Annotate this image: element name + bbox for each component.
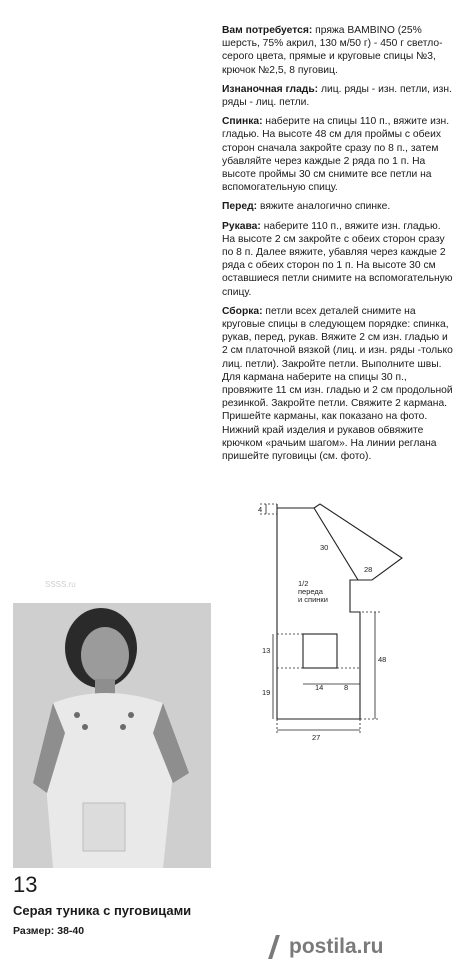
- dim-48-label: 48: [378, 655, 387, 664]
- model-number: 13: [13, 872, 38, 897]
- assembly-text: петли всех деталей снимите на круговые спицы в следующем порядке: спинка, рукав, перед, рукав. Вяжите 2 см изн. гладью и 2 см платочной вязкой (лиц. и изн. ряды -только лиц. петли). Закройте петли. Выполните швы. Для кармана наберите на спицы 30 п., провяжите 11 см изн. гладью и 2 см продольной резинкой. Закройте петли. Свяжите 2 кармана. Пришейте карманы, как показано на фото. Нижний край изделия и рукавов обвяжите крючком «рачьим шагом». На линии реглана пришейте пуговицы (см. фото).: [222, 305, 453, 463]
- front-label: Перед:: [222, 201, 258, 213]
- front-paragraph: [222, 200, 454, 213]
- pattern-schematic: [240, 496, 420, 746]
- dim-14-label: 14: [315, 683, 324, 692]
- purl-stitch-text: лиц. ряды - изн. петли, изн. ряды - лиц. петли.: [222, 83, 452, 109]
- dim-30-label: 30: [320, 543, 329, 552]
- sleeves-paragraph: [222, 220, 454, 299]
- model-photo: [13, 603, 211, 868]
- dim-28-label: 28: [364, 565, 373, 574]
- model-size: Размер: 38-40: [13, 925, 85, 937]
- assembly-label: Сборка:: [222, 305, 263, 317]
- dim-27-label: 27: [312, 733, 321, 742]
- pocket-rect: [303, 634, 337, 668]
- purl-stitch-label: Изнаночная гладь:: [222, 83, 319, 95]
- dim-4-label: 4: [258, 505, 263, 514]
- watermark: [272, 935, 384, 959]
- part-label-line3: и спинки: [298, 595, 328, 604]
- materials-text: пряжа BAMBINO (25% шерсть, 75% акрил, 130 м/50 г) - 450 г светло-серого цвета, прямые и круговые спицы №3, крючок №2,5, 8 пуговиц.: [222, 25, 443, 76]
- back-paragraph: [222, 115, 454, 194]
- dim-13-label: 13: [262, 646, 271, 655]
- front-text: вяжите аналогично спинке.: [257, 201, 391, 213]
- photo-stamp: SSSS.ru: [45, 580, 76, 589]
- part-label-line2: переда: [298, 587, 323, 596]
- part-label-line1: 1/2: [298, 579, 309, 588]
- materials-paragraph: [222, 24, 454, 77]
- back-text: наберите на спицы 110 п., вяжите изн. гладью. На высоте 48 см для проймы с обеих сторон сначала закройте сразу по 8 п., затем убавляйте через каждые 2 ряда по 1 п. На высоте проймы 30 см снимите все петли на вспомогательную спицу.: [222, 116, 450, 194]
- materials-label: Вам потребуется:: [222, 25, 313, 36]
- assembly-paragraph: [222, 305, 454, 463]
- model-photo-illustration: [13, 603, 211, 868]
- instructions-column: [222, 24, 454, 469]
- watermark-text: postila.ru: [289, 935, 384, 958]
- dim-19-label: 19: [262, 688, 271, 697]
- sleeve-outline: [314, 504, 402, 580]
- purl-stitch-paragraph: [222, 83, 454, 109]
- model-title: Серая туника с пуговицами: [13, 903, 192, 918]
- sleeves-label: Рукава:: [222, 220, 261, 232]
- back-label: Спинка:: [222, 116, 263, 128]
- postila-logo-icon: [268, 935, 290, 959]
- sleeves-text: наберите 110 п., вяжите изн. гладью. На высоте 2 см закройте с обеих сторон сразу по 8 п. Далее вяжите, убавляя через каждые 2 ряда с обеих сторон по 1 п. На высоте 30 см оставшиеся петли снимите на вспомогательную спицу.: [222, 220, 453, 298]
- dim-8-label: 8: [344, 683, 349, 692]
